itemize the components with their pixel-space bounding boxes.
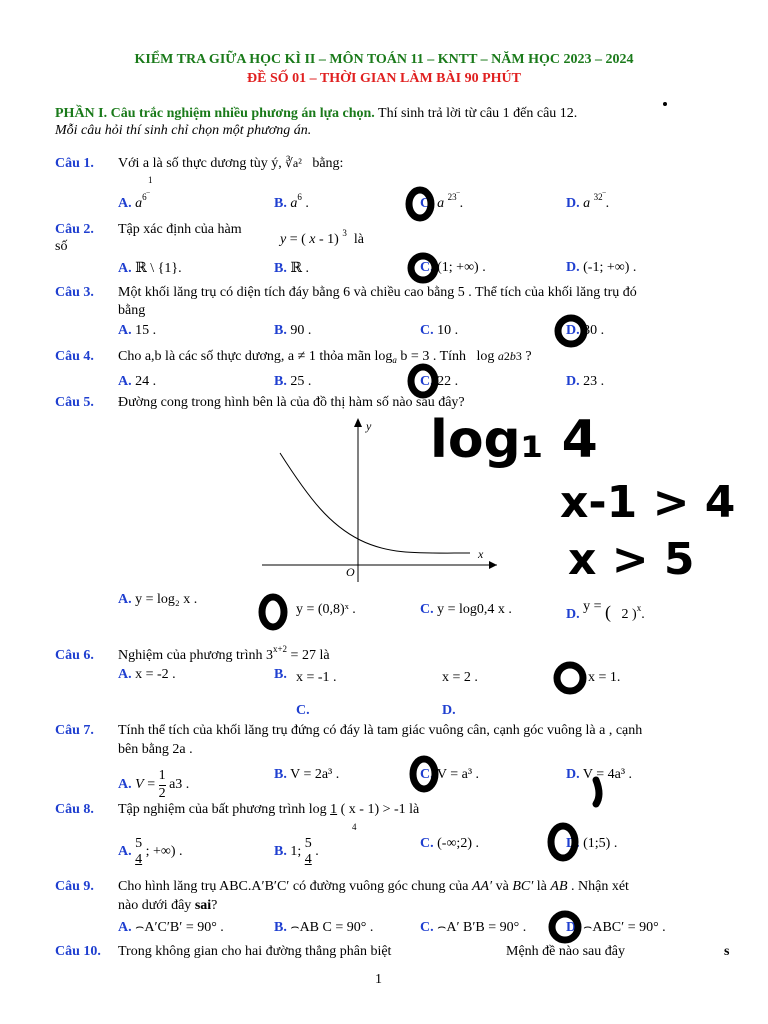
question-text: Tập nghiệm của bất phương trình log 1 ( x - 1) > -1 là (118, 802, 420, 817)
option-a[interactable]: A. y = log₂ x . (118, 592, 198, 607)
option-a[interactable]: A. 15 . (118, 323, 157, 338)
question-label: Câu 7. (55, 723, 94, 738)
handwritten-note-2: x-1 > 4 (560, 477, 736, 528)
option-c[interactable]: C. a $^{23‾}$. (420, 192, 464, 211)
question-label: Câu 2. (55, 222, 94, 237)
handwritten-note-1: log₁ 4 (430, 410, 598, 470)
question-text: Cho a,b là các số thực dương, a ≠ 1 thỏa mãn $\log_a b = 3$ . Tính log a2b3 ? (118, 349, 532, 365)
option-b[interactable]: B. 25 . (274, 374, 312, 389)
option-d[interactable]: D. (-1; +∞) . (566, 260, 637, 275)
option-b[interactable]: B. $a^6$ . (274, 192, 309, 211)
question-label: Câu 1. (55, 156, 94, 171)
option-d[interactable]: D. ⌢ABC′ = 90° . (566, 920, 666, 935)
answer-circle-q4 (411, 367, 435, 395)
option-a[interactable]: A. $a^{6‾}$ (118, 192, 150, 211)
question-text-tail: s (724, 944, 730, 959)
option-b[interactable]: y = (0,8)ˣ . (296, 602, 356, 617)
y-axis-label: y (366, 419, 372, 433)
x-axis-label: x (478, 547, 484, 561)
question-text-cont: bên bằng 2a . (118, 742, 193, 757)
origin-label: O (346, 565, 355, 579)
answer-circle-q8 (551, 826, 575, 858)
answer-circle-q9 (552, 914, 578, 940)
option-c[interactable]: C. 10 . (420, 323, 459, 338)
option-b-value: x = -1 . (296, 670, 337, 685)
question-text: Tính thể tích của khối lăng trụ đứng có đáy là tam giác vuông cân, cạnh góc vuông là a , cạnh (118, 723, 643, 738)
option-d-value: x = 1. (588, 670, 621, 685)
answer-circle-q1 (409, 190, 431, 218)
option-c[interactable]: C. (-∞;2) . (420, 836, 479, 851)
ink-mark (596, 780, 599, 804)
option-c[interactable]: C. ⌢A′ B′B = 90° . (420, 920, 527, 935)
question-text: Nghiệm của phương trình $3^{x+2} = 27$ là (118, 644, 330, 663)
option-a[interactable]: A. 24 . (118, 374, 157, 389)
question-text-cont: số (55, 239, 68, 254)
ink-dot (663, 102, 667, 106)
option-c[interactable]: C. V = a³ . (420, 767, 480, 782)
question-label: Câu 8. (55, 802, 94, 817)
option-d[interactable]: D. (1;5) . (566, 836, 618, 851)
function-formula: y = ( x - 1) $^3$ là (280, 228, 364, 247)
option-d[interactable]: D. V = 4a³ . (566, 767, 633, 782)
option-c[interactable]: C. (296, 703, 310, 718)
answer-circle-q6 (557, 665, 583, 691)
question-text-cont: bằng (118, 303, 146, 318)
option-c[interactable]: C. 22 . (420, 374, 459, 389)
question-label: Câu 4. (55, 349, 94, 364)
question-text: Đường cong trong hình bên là của đồ thị hàm số nào sau đây? (118, 395, 465, 410)
question-text: Tập xác định của hàm (118, 222, 242, 237)
question-label: Câu 10. (55, 944, 101, 959)
option-d[interactable]: D. y = ( 2 )$^x$. (566, 599, 645, 622)
question-text: Với a là số thực dương tùy ý, ∛a² bằng: (118, 156, 344, 171)
option-b[interactable]: B. V = 2a³ . (274, 767, 340, 782)
question-text-cont: nào dưới đây sai? (118, 898, 218, 913)
part-note: Mỗi câu hỏi thí sinh chỉ chọn một phương án. (55, 123, 312, 138)
option-c[interactable]: C. (1; +∞) . (420, 260, 486, 275)
part-title: PHẦN I. Câu trắc nghiệm nhiều phương án lựa chọn. (55, 106, 375, 121)
option-a[interactable]: A. V = 1 2 a3 . (118, 768, 190, 801)
question-label: Câu 9. (55, 879, 94, 894)
page-number: 1 (375, 972, 382, 987)
option-a[interactable]: A. x = -2 . (118, 667, 176, 682)
exam-title: KIỂM TRA GIỮA HỌC KÌ II – MÔN TOÁN 11 – KNTT – NĂM HỌC 2023 – 2024 (134, 52, 634, 67)
option-b[interactable]: B. (274, 667, 287, 682)
option-a[interactable]: A. ℝ \ {1}. (118, 261, 182, 276)
option-d[interactable]: D. a $^{32‾}$. (566, 192, 610, 211)
option-b[interactable]: B. ℝ . (274, 261, 309, 276)
option-b[interactable]: B. 1; 5 4 . (274, 836, 319, 867)
question-label: Câu 5. (55, 395, 94, 410)
answer-circle-q3 (558, 318, 584, 344)
option-a[interactable]: A. ⌢A′C′B′ = 90° . (118, 920, 224, 935)
question-label: Câu 3. (55, 285, 94, 300)
answer-circle-q7 (413, 759, 435, 789)
handwritten-note-3: x > 5 (568, 534, 695, 585)
option-b[interactable]: B. ⌢AB C = 90° . (274, 920, 374, 935)
option-d[interactable]: D. 30 . (566, 323, 605, 338)
question-text: Một khối lăng trụ có diện tích đáy bằng 6 và chiều cao bằng 5 . Thể tích của khối lăng trụ đó (118, 285, 637, 300)
option-d[interactable]: D. (442, 703, 456, 718)
answer-circle-q5 (262, 597, 284, 627)
exam-subtitle: ĐỀ SỐ 01 – THỜI GIAN LÀM BÀI 90 PHÚT (247, 71, 521, 86)
question-text: Trong không gian cho hai đường thẳng phân biệt (118, 944, 392, 959)
question-text-cont: Mệnh đề nào sau đây (506, 944, 625, 959)
option-a[interactable]: A. 5 4 ; +∞) . (118, 836, 183, 867)
question-text: Cho hình lăng trụ ABC.A′B′C′ có đường vuông góc chung của AA′ và BC′ là AB . Nhận xét (118, 879, 629, 894)
option-c-value: x = 2 . (442, 670, 478, 685)
question-label: Câu 6. (55, 648, 94, 663)
option-d[interactable]: D. 23 . (566, 374, 605, 389)
part-instruction: Thí sinh trả lời từ câu 1 đến câu 12. (374, 106, 578, 121)
option-b[interactable]: B. 90 . (274, 323, 312, 338)
option-c[interactable]: C. y = log0,4 x . (420, 602, 512, 617)
answer-circle-q2 (411, 256, 435, 280)
